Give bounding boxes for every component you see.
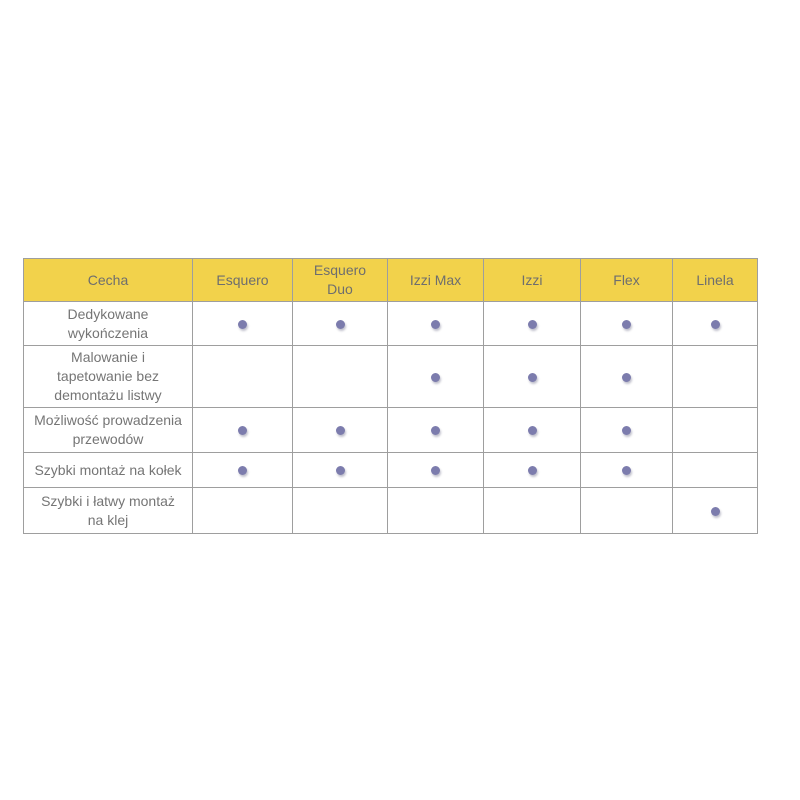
table-row <box>24 302 758 346</box>
feature-available-cell <box>581 302 673 346</box>
product-column-header: Linela <box>673 259 758 302</box>
feature-empty-cell <box>388 488 484 534</box>
product-column-header: Esquero Duo <box>293 259 388 302</box>
feature-dot-icon <box>238 320 247 329</box>
feature-available-cell <box>293 408 388 453</box>
feature-name-cell: Dedykowane wykończenia <box>24 302 193 346</box>
feature-dot-icon <box>336 320 345 329</box>
feature-name-cell: Szybki i łatwy montaż na klej <box>24 488 193 534</box>
feature-available-cell <box>581 408 673 453</box>
feature-empty-cell <box>293 346 388 408</box>
feature-available-cell <box>388 408 484 453</box>
table-row <box>24 488 758 534</box>
product-column-header: Izzi <box>484 259 581 302</box>
feature-dot-icon <box>528 466 537 475</box>
feature-dot-icon <box>238 466 247 475</box>
feature-comparison-table <box>23 258 758 534</box>
feature-dot-icon <box>238 426 247 435</box>
feature-available-cell <box>388 453 484 488</box>
product-column-header: Esquero <box>193 259 293 302</box>
feature-available-cell <box>673 488 758 534</box>
feature-dot-icon <box>528 320 537 329</box>
feature-empty-cell <box>581 488 673 534</box>
table-row <box>24 408 758 453</box>
feature-dot-icon <box>336 426 345 435</box>
feature-available-cell <box>484 302 581 346</box>
feature-available-cell <box>193 302 293 346</box>
feature-available-cell <box>484 346 581 408</box>
feature-dot-icon <box>622 373 631 382</box>
feature-available-cell <box>293 302 388 346</box>
feature-available-cell <box>484 408 581 453</box>
feature-empty-cell <box>484 488 581 534</box>
feature-available-cell <box>293 453 388 488</box>
feature-available-cell <box>193 408 293 453</box>
feature-name-cell: Szybki montaż na kołek <box>24 453 193 488</box>
feature-dot-icon <box>431 320 440 329</box>
feature-dot-icon <box>431 466 440 475</box>
product-column-header: Izzi Max <box>388 259 484 302</box>
feature-available-cell <box>388 346 484 408</box>
feature-available-cell <box>581 346 673 408</box>
feature-available-cell <box>484 453 581 488</box>
feature-dot-icon <box>431 373 440 382</box>
table-row <box>24 346 758 408</box>
feature-empty-cell <box>193 346 293 408</box>
feature-empty-cell <box>193 488 293 534</box>
feature-name-cell: Możliwość prowadzenia przewodów <box>24 408 193 453</box>
feature-available-cell <box>193 453 293 488</box>
feature-dot-icon <box>622 426 631 435</box>
feature-available-cell <box>388 302 484 346</box>
feature-empty-cell <box>673 346 758 408</box>
feature-dot-icon <box>336 466 345 475</box>
feature-empty-cell <box>673 453 758 488</box>
table-header-row <box>24 259 758 302</box>
feature-dot-icon <box>622 466 631 475</box>
feature-dot-icon <box>711 507 720 516</box>
feature-empty-cell <box>293 488 388 534</box>
feature-dot-icon <box>431 426 440 435</box>
table-row <box>24 453 758 488</box>
feature-name-cell: Malowanie i tapetowanie bez demontażu listwy <box>24 346 193 408</box>
feature-dot-icon <box>622 320 631 329</box>
feature-column-header: Cecha <box>24 259 193 302</box>
feature-empty-cell <box>673 408 758 453</box>
feature-dot-icon <box>711 320 720 329</box>
feature-dot-icon <box>528 426 537 435</box>
feature-available-cell <box>673 302 758 346</box>
feature-dot-icon <box>528 373 537 382</box>
feature-available-cell <box>581 453 673 488</box>
product-column-header: Flex <box>581 259 673 302</box>
